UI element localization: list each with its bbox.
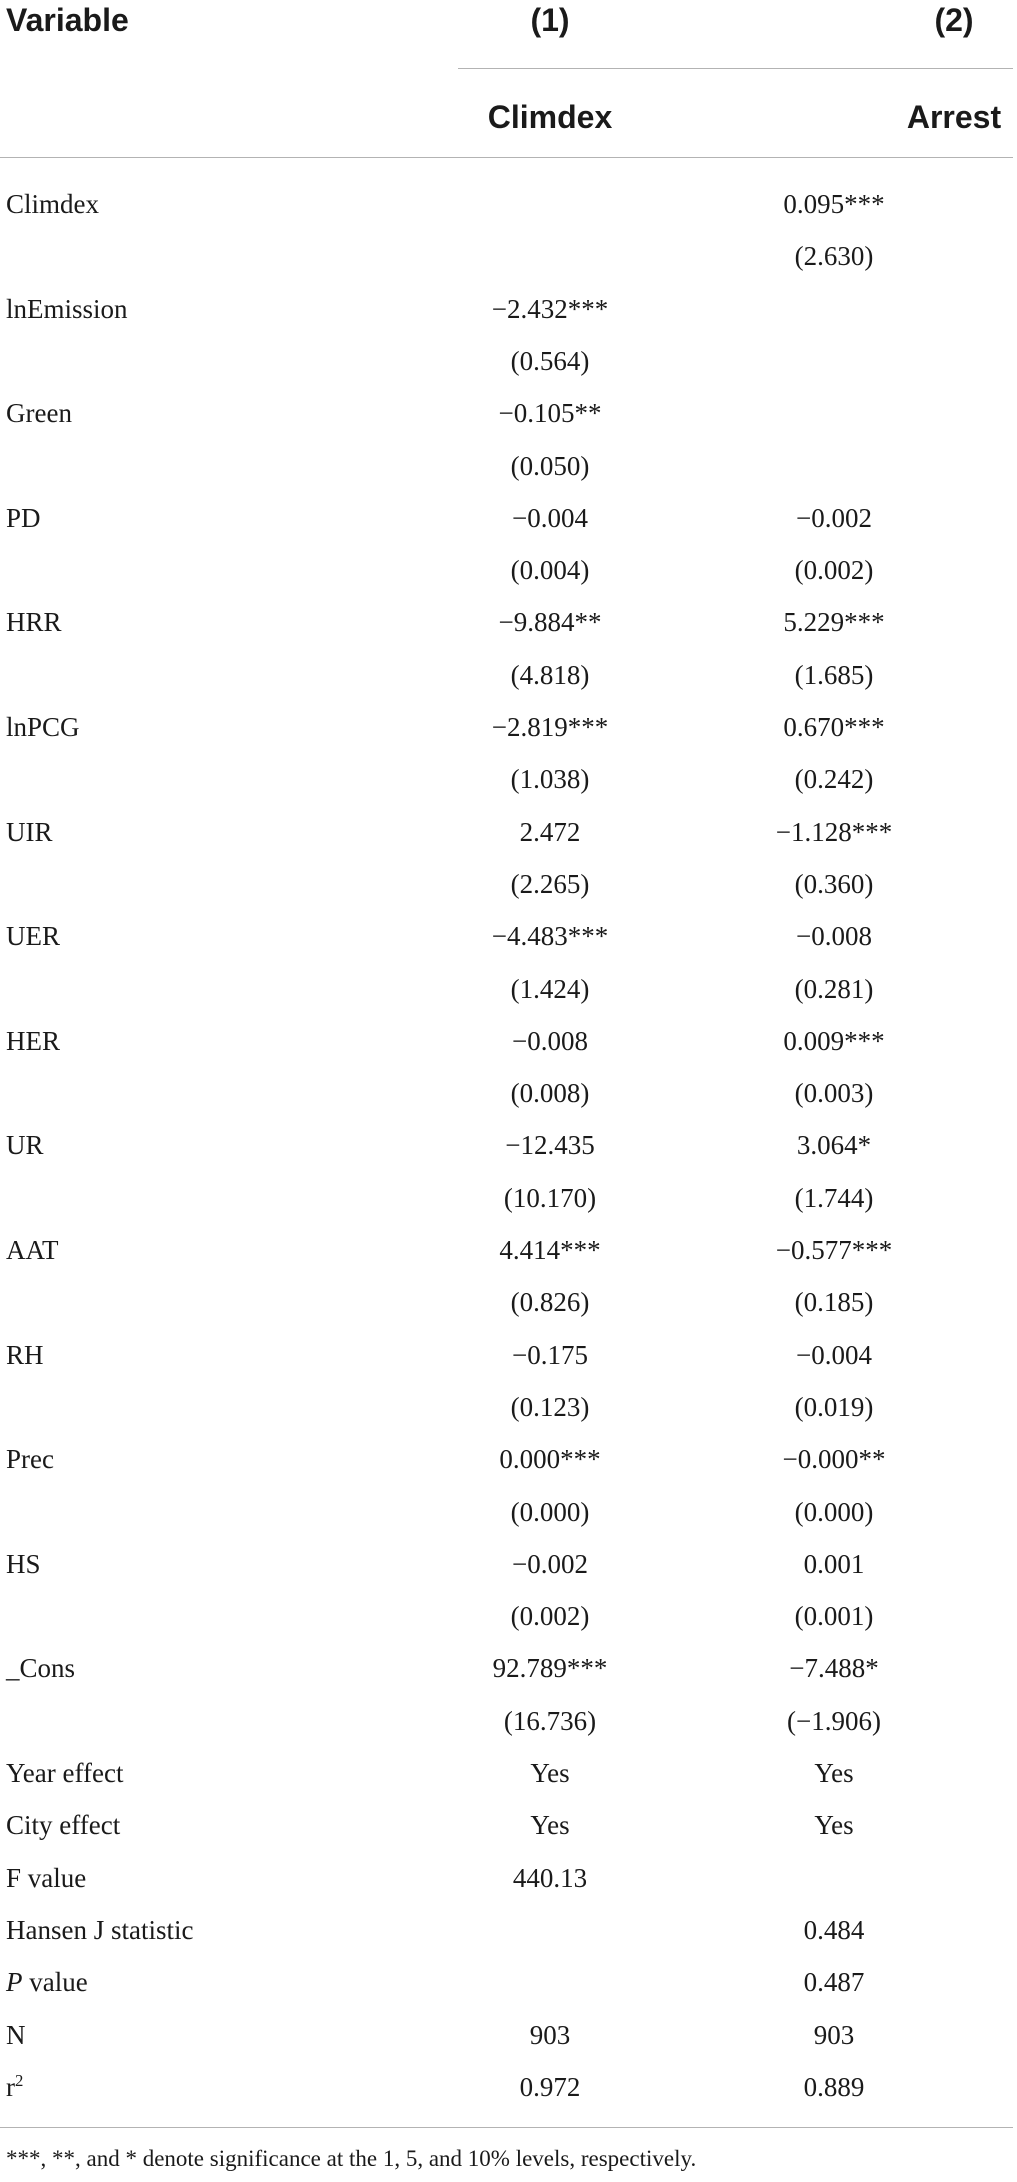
col1-value: −0.105** xyxy=(498,398,602,429)
row-variable-label: Climdex xyxy=(6,189,99,219)
col1-value: −2.819*** xyxy=(491,712,609,742)
col2-value: (2.630) xyxy=(794,241,874,272)
col2-value: 0.487 xyxy=(803,1967,865,1998)
col2-value: (0.185) xyxy=(794,1287,874,1318)
row-variable-label: lnPCG xyxy=(6,712,80,742)
table-row xyxy=(0,2061,1017,2113)
header-col2-name: Arrest xyxy=(906,99,1002,135)
table-row xyxy=(0,963,1017,1015)
header-bottom-rule xyxy=(0,157,1013,158)
table-row xyxy=(0,387,1017,439)
table-row xyxy=(0,1276,1017,1328)
col1-value: 0.000*** xyxy=(499,1444,601,1475)
col1-value: 92.789*** xyxy=(492,1653,608,1684)
table-row xyxy=(0,753,1017,805)
col1-value: (0.826) xyxy=(510,1287,590,1318)
col2-value: (0.000) xyxy=(794,1496,874,1527)
col2-value: −0.577*** xyxy=(775,1235,893,1265)
table-row xyxy=(0,1224,1017,1276)
table-row xyxy=(0,544,1017,596)
table-bottom-rule xyxy=(0,2127,1013,2128)
col1-value: −4.483*** xyxy=(491,921,609,952)
col2-value: (0.242) xyxy=(794,764,874,795)
col2-value: 5.229*** xyxy=(783,607,885,638)
table-row xyxy=(0,1538,1017,1590)
table-row xyxy=(0,1590,1017,1642)
table-row xyxy=(0,1381,1017,1433)
col1-value: 440.13 xyxy=(512,1862,588,1893)
col2-value: (0.360) xyxy=(794,868,874,899)
col2-value: 0.670*** xyxy=(783,712,885,742)
col1-value: 2.472 xyxy=(519,816,581,847)
col2-value: −0.002 xyxy=(796,502,872,533)
row-variable-label: HS xyxy=(6,1548,41,1579)
col1-value: (0.000) xyxy=(510,1496,590,1527)
col1-value xyxy=(410,178,690,230)
col1-value: (0.004) xyxy=(510,555,590,586)
col1-value: (0.008) xyxy=(510,1078,590,1109)
p-letter: P xyxy=(6,1967,23,1998)
header-col1-name: Climdex xyxy=(487,99,613,135)
r2-superscript: 2 xyxy=(15,2070,24,2090)
col1-value xyxy=(410,1956,690,2008)
col2-value xyxy=(714,440,954,492)
col2-value: 0.484 xyxy=(803,1914,865,1945)
row-variable-label: PD xyxy=(6,502,41,533)
row-variable-label: UER xyxy=(6,921,60,952)
header-variable: Variable xyxy=(6,2,129,38)
col2-value: −0.000** xyxy=(782,1444,886,1475)
table-row xyxy=(0,1956,1017,2008)
col2-value: −1.128*** xyxy=(775,816,893,847)
table-row xyxy=(0,1119,1017,1171)
col1-value: (1.424) xyxy=(510,973,590,1004)
col1-value: 4.414*** xyxy=(499,1235,601,1265)
table-row xyxy=(0,1329,1017,1381)
footnote: ***, **, and * denote significance at the 1, 5, and 10% levels, respectively. xyxy=(6,2146,697,2171)
col1-value: (0.002) xyxy=(510,1601,590,1632)
col2-value: (0.001) xyxy=(794,1601,874,1632)
header-col2-number: (2) xyxy=(934,2,974,38)
row-variable-label: RH xyxy=(6,1339,44,1370)
col2-value: Yes xyxy=(814,1810,854,1841)
table-row xyxy=(0,910,1017,962)
col1-value: −9.884** xyxy=(498,607,602,638)
row-variable-label: HRR xyxy=(6,607,62,638)
col2-value: −0.004 xyxy=(796,1339,872,1370)
col1-value: (0.564) xyxy=(510,345,590,376)
col1-value: 0.972 xyxy=(519,2071,581,2102)
table-row xyxy=(0,1747,1017,1799)
col1-value: −12.435 xyxy=(505,1130,595,1161)
row-variable-label: lnEmission xyxy=(6,293,128,324)
table-row xyxy=(0,492,1017,544)
col2-value xyxy=(714,387,954,439)
col1-value: (4.818) xyxy=(510,659,590,690)
col1-value: (0.123) xyxy=(510,1391,590,1422)
col2-value: 0.009*** xyxy=(783,1025,885,1056)
row-variable-label: N xyxy=(6,2019,26,2050)
col2-value: 0.001 xyxy=(803,1548,865,1579)
col1-value: Yes xyxy=(530,1758,570,1788)
table-row xyxy=(0,178,1017,230)
col1-value: (2.265) xyxy=(510,868,590,899)
col2-value: 0.889 xyxy=(803,2071,865,2102)
header-spanner-rule xyxy=(458,68,1013,69)
col1-value: (16.736) xyxy=(503,1705,597,1736)
col1-value: (1.038) xyxy=(510,764,590,795)
col1-value: 903 xyxy=(529,2019,571,2050)
col1-value: −2.432*** xyxy=(491,293,609,324)
col2-value: 903 xyxy=(813,2019,855,2050)
p-rest: value xyxy=(22,1967,88,1998)
col1-value: −0.008 xyxy=(512,1025,588,1056)
table-row xyxy=(0,1799,1017,1851)
table-row xyxy=(0,1433,1017,1485)
row-variable-label: UIR xyxy=(6,816,53,847)
col2-value: (−1.906) xyxy=(787,1705,881,1736)
row-variable-label: Green xyxy=(6,398,72,429)
col2-value: −0.008 xyxy=(796,921,872,952)
row-variable-label: Prec xyxy=(6,1444,54,1475)
row-variable-label: AAT xyxy=(6,1235,59,1265)
col2-value xyxy=(714,1852,954,1904)
table-row xyxy=(0,230,1017,282)
r2-base: r xyxy=(6,2071,15,2102)
table-row xyxy=(0,701,1017,753)
col1-value: (0.050) xyxy=(510,450,590,481)
col2-value: (0.019) xyxy=(794,1391,874,1422)
row-variable-label: F value xyxy=(6,1862,87,1893)
col2-value xyxy=(714,283,954,335)
table-row xyxy=(0,1015,1017,1067)
col2-value: (1.685) xyxy=(794,659,874,690)
row-variable-label: Year effect xyxy=(6,1758,124,1788)
col1-value: Yes xyxy=(530,1810,570,1841)
table-row xyxy=(0,1172,1017,1224)
table-row xyxy=(0,1852,1017,1904)
col2-value: (0.003) xyxy=(794,1078,874,1109)
header-col1-number: (1) xyxy=(530,2,570,38)
col1-value xyxy=(410,1904,690,1956)
col2-value: −7.488* xyxy=(789,1653,879,1684)
table-row xyxy=(0,649,1017,701)
table-row xyxy=(0,1067,1017,1119)
col2-value: (0.002) xyxy=(794,555,874,586)
table-row xyxy=(0,1695,1017,1747)
table-row xyxy=(0,335,1017,387)
row-variable-label: UR xyxy=(6,1130,44,1161)
col1-value: −0.004 xyxy=(512,502,588,533)
table-row xyxy=(0,858,1017,910)
col1-value: −0.175 xyxy=(512,1339,588,1370)
col2-value: 0.095*** xyxy=(783,189,885,219)
table-row xyxy=(0,806,1017,858)
table-row xyxy=(0,440,1017,492)
col1-value xyxy=(410,230,690,282)
table-row xyxy=(0,1486,1017,1538)
table-row xyxy=(0,1642,1017,1694)
col2-value xyxy=(714,335,954,387)
table-row xyxy=(0,1904,1017,1956)
row-variable-label xyxy=(6,2061,23,2113)
col2-value: 3.064* xyxy=(796,1130,872,1161)
col2-value: (1.744) xyxy=(794,1182,874,1213)
row-variable-label: Hansen J statistic xyxy=(6,1914,194,1945)
table-row xyxy=(0,283,1017,335)
col1-value: (10.170) xyxy=(503,1182,597,1213)
row-variable-label: HER xyxy=(6,1025,60,1056)
table-row xyxy=(0,2009,1017,2061)
col2-value: (0.281) xyxy=(794,973,874,1004)
table-row xyxy=(0,596,1017,648)
col1-value: −0.002 xyxy=(512,1548,588,1579)
col2-value: Yes xyxy=(814,1758,854,1788)
row-variable-label: _Cons xyxy=(6,1653,76,1684)
row-variable-label xyxy=(6,1956,88,2008)
row-variable-label: City effect xyxy=(6,1810,121,1841)
